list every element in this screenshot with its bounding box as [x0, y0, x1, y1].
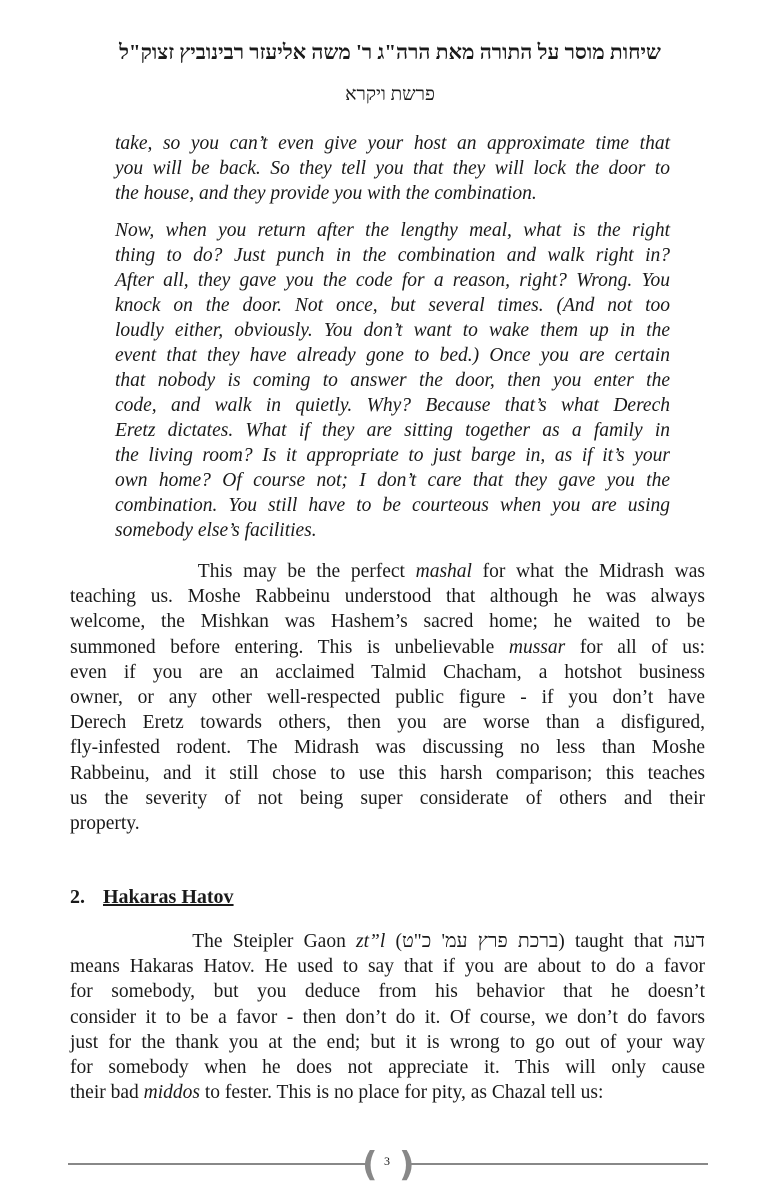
text-segment: you will be back. So they tell you that they will lock the door to	[115, 158, 670, 179]
text-line	[115, 343, 670, 368]
text-line	[70, 979, 705, 1004]
section-title: Hakaras Hatov	[103, 886, 234, 908]
text-line	[70, 609, 705, 634]
text-segment: Eretz dictates. What if they are sitting together as a family in	[115, 420, 670, 441]
text-segment: loudly either, obviously. You don’t want to wake them up in the	[115, 320, 670, 341]
text-segment: just for the thank you at the end; but it is wrong to go out of your way	[70, 1031, 705, 1053]
text-segment: Derech Eretz towards others, then you are worse than a disfigured,	[70, 712, 705, 734]
text-segment: for all of us:	[565, 636, 705, 658]
text-segment: welcome, the Mishkan was Hashem’s sacred home; he waited to be	[70, 611, 705, 633]
text-segment: means Hakaras Hatov. He used to say that if you are about to do a favor	[70, 956, 705, 978]
footer-rule-right	[410, 1163, 708, 1165]
text-segment: even if you are an acclaimed Talmid Chacham, a hotshot business	[70, 661, 705, 683]
text-segment: event that they have already gone to bed.) Once you are certain	[115, 345, 670, 366]
text-segment: for what the Midrash was	[471, 561, 705, 582]
text-line	[70, 1055, 705, 1080]
text-line	[115, 268, 670, 293]
text-line	[115, 518, 670, 543]
text-segment: After all, they gave you the code for a reason, right? Wrong. You	[115, 270, 670, 291]
italic-term: mashal	[415, 561, 472, 582]
text-segment: Now, when you return after the lengthy meal, what is the right	[115, 220, 670, 241]
text-line	[115, 156, 670, 181]
text-segment: fly-infested rodent. The Midrash was discussing no less than Moshe	[70, 737, 705, 759]
text-segment: us the severity of not being super considerate of others and their	[70, 787, 705, 809]
text-segment: for somebody when he does not appreciate it. This will only cause	[70, 1056, 705, 1078]
text-segment: take, so you can’t even give your host an approximate time that	[115, 133, 670, 154]
text-line	[115, 131, 670, 156]
text-segment: thing to do? Just punch in the combination and walk right in?	[115, 245, 670, 266]
text-segment: the house, and they provide you with the combination.	[115, 183, 537, 204]
footer-bracket-right: )	[399, 1145, 415, 1185]
text-segment: own home? Of course not; I don’t care that they gave you the	[115, 470, 670, 491]
text-line	[115, 318, 670, 343]
quote-paragraph-1	[115, 131, 670, 206]
text-segment: that nobody is coming to answer the door, then you enter the	[115, 370, 670, 391]
text-line	[70, 761, 705, 786]
text-segment: Rabbeinu, and it still chose to use this harsh comparison; this teaches	[70, 762, 705, 784]
text-line	[115, 443, 670, 468]
quote-paragraph-2	[115, 218, 670, 543]
italic-term: zt”l	[356, 931, 386, 952]
text-line	[115, 218, 670, 243]
text-line	[70, 954, 705, 979]
text-line	[70, 1080, 705, 1105]
text-line	[70, 735, 705, 760]
text-line	[115, 368, 670, 393]
section-heading	[70, 886, 234, 909]
text-segment: for somebody, but you deduce from his behavior that he doesn’t	[70, 981, 705, 1003]
text-segment: code, and walk in quietly. Why? Because that’s what Derech	[115, 395, 670, 416]
text-segment: property.	[70, 812, 140, 834]
text-segment: knock on the door. Not once, but several times. (And not too	[115, 295, 670, 316]
text-line	[70, 559, 705, 584]
running-header-parsha: פרשת ויקרא	[345, 84, 435, 105]
text-line	[115, 243, 670, 268]
text-line	[70, 786, 705, 811]
footer-bracket-left: (	[362, 1145, 378, 1185]
text-segment: (ברכת פרץ עמ' כ"ט) taught that דעה	[385, 931, 705, 952]
text-line	[70, 635, 705, 660]
text-segment: their bad	[70, 1082, 144, 1104]
running-header-title: שיחות מוסר על התורה מאת הרה"ג ר' משה אליעזר רבינוביץ זצוק"ל	[119, 40, 661, 64]
text-line	[70, 710, 705, 735]
text-line	[115, 418, 670, 443]
page-number: 3	[384, 1154, 390, 1168]
text-segment: The Steipler Gaon	[70, 931, 357, 952]
italic-term: middos	[143, 1082, 200, 1104]
footer-rule-left	[68, 1163, 368, 1165]
text-segment: combination. You still have to be courteous when you are using	[115, 495, 670, 516]
text-line	[70, 685, 705, 710]
body-paragraph-2	[70, 929, 705, 1105]
text-line	[70, 584, 705, 609]
italic-term: mussar	[508, 636, 566, 658]
text-line	[70, 811, 705, 836]
text-segment: This may be the perfect	[70, 561, 416, 582]
text-line	[70, 1030, 705, 1055]
text-line	[70, 1005, 705, 1030]
text-segment: consider it to be a favor - then don’t do it. Of course, we don’t do favors	[70, 1006, 705, 1028]
text-line	[115, 293, 670, 318]
text-segment: teaching us. Moshe Rabbeinu understood that although he was always	[70, 586, 705, 608]
text-segment: somebody else’s facilities.	[115, 520, 317, 541]
text-line	[70, 929, 705, 954]
text-segment: owner, or any other well-respected public figure - if you don’t have	[70, 686, 705, 708]
text-line	[70, 660, 705, 685]
body-paragraph-1	[70, 559, 705, 836]
text-segment: to fester. This is no place for pity, as Chazal tell us:	[199, 1082, 604, 1104]
text-segment: summoned before entering. This is unbelievable	[70, 636, 509, 658]
text-line	[115, 181, 670, 206]
section-number: 2.	[70, 886, 85, 908]
text-segment: the living room? Is it appropriate to just barge in, as if it’s your	[115, 445, 670, 466]
text-line	[115, 393, 670, 418]
text-line	[115, 493, 670, 518]
text-line	[115, 468, 670, 493]
